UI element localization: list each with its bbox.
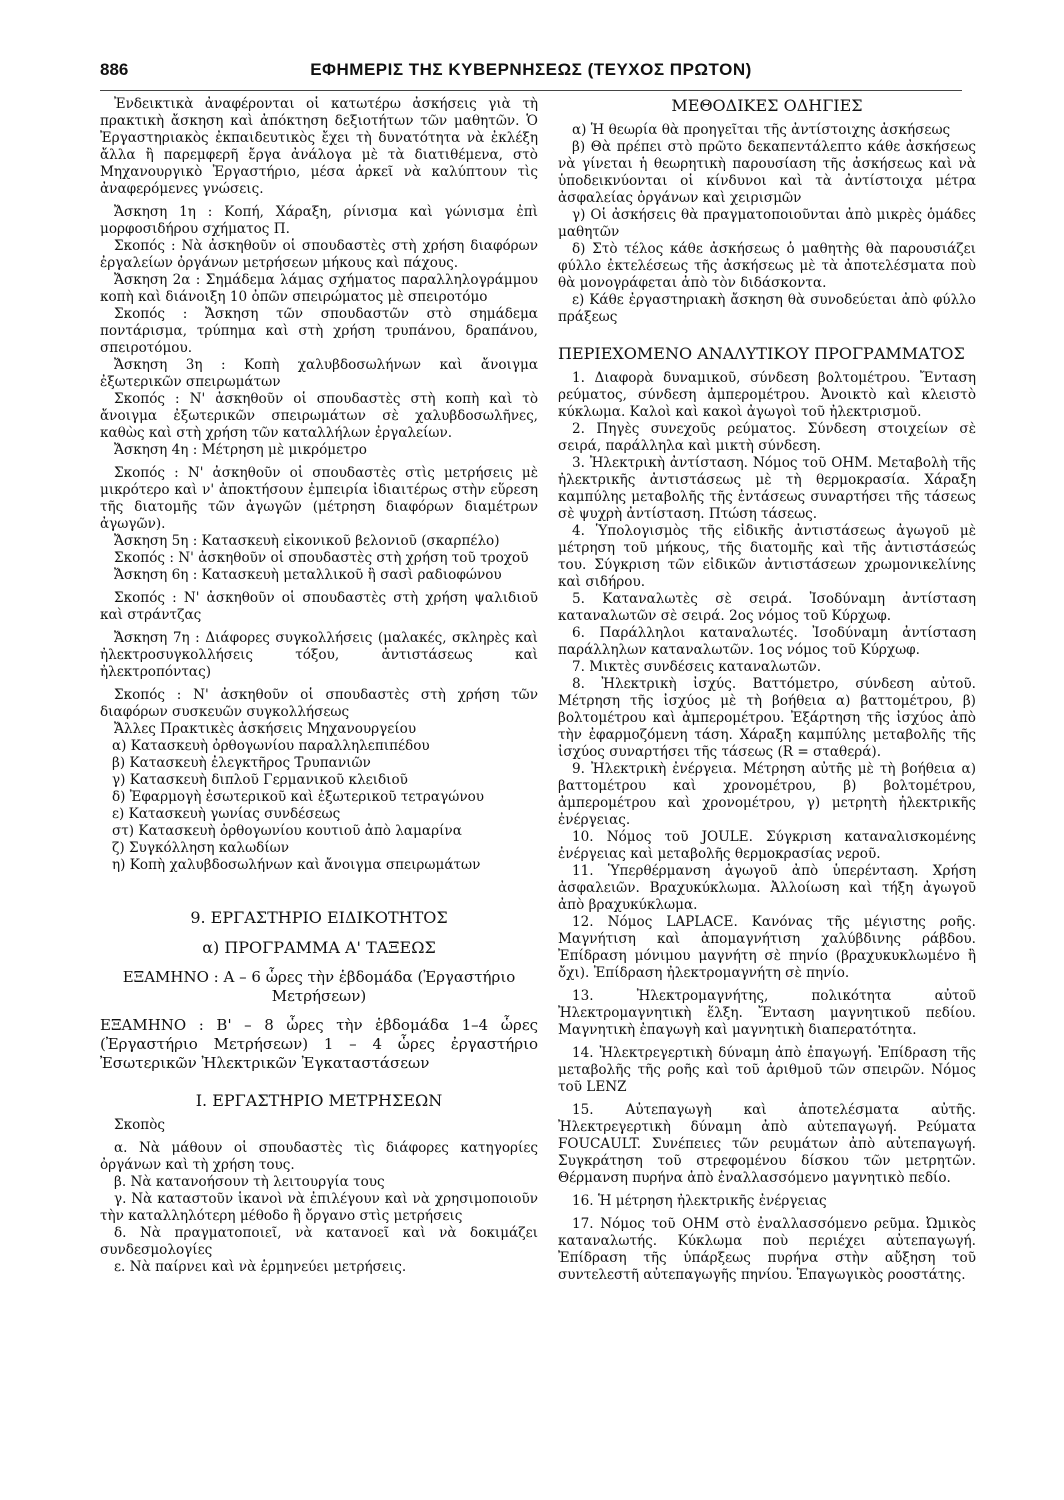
other-item-a: α) Κατασκευὴ ὀρθογωνίου παραλληλεπιπέδου <box>112 738 430 754</box>
page-header <box>100 54 962 91</box>
semester-b: ΕΞΑΜΗΝΟ : Β' – 8 ὧρες τὴν ἑβδομάδα 1–4 ὧρες (Ἐργαστήριο Μετρήσεων) 1 – 4 ὧρες ἐργαστήριο Ἐσωτερικῶν Ἠλεκτρικῶν Ἐγκαταστάσεων <box>100 1016 538 1072</box>
program-a-heading: α) ΠΡΟΓΡΑΜΜΑ Α' ΤΑΞΕΩΣ <box>202 938 436 957</box>
section-9-heading: 9. ΕΡΓΑΣΤΗΡΙΟ ΕΙΔΙΚΟΤΗΤΟΣ <box>190 908 448 927</box>
content-item-7: 7. Μικτὲς συνδέσεις καταναλωτῶν. <box>572 659 822 675</box>
method-c: γ) Οἱ ἀσκήσεις θὰ πραγματοποιοῦνται ἀπὸ μικρὲς ὁμάδες μαθητῶν <box>558 207 976 240</box>
exercise-7-aim: Σκοπός : Ν' ἀσκηθοῦν οἱ σπουδαστὲς στὴ χρήση τῶν διαφόρων συσκευῶν συγκολλήσεως <box>100 687 538 720</box>
other-item-z: ζ) Συγκόλληση καλωδίων <box>112 840 290 856</box>
exercise-5: Ἄσκηση 5η : Κατασκευὴ εἰκονικοῦ βελονιοῦ (σκαρπέλο) <box>114 533 500 549</box>
exercise-7: Ἄσκηση 7η : Διάφορες συγκολλήσεις (μαλακές, σκληρὲς καὶ ἠλεκτροσυγκολλήσεις τόξου, ἀντιστάσεως καὶ ἠλεκτροπόντας) <box>100 630 538 680</box>
other-exercises-title: Ἄλλες Πρακτικὲς ἀσκήσεις Μηχανουργείου <box>114 721 417 737</box>
left-column <box>100 96 538 1276</box>
other-item-c: γ) Κατασκευὴ διπλοῦ Γερμανικοῦ κλειδιοῦ <box>112 772 408 788</box>
content-item-17: 17. Νόμος τοῦ ΟΗΜ στὸ ἐναλλασσόμενο ρεῦμα. Ὠμικὸς καταναλωτής. Κύκλωμα ποὺ περιέχει αὐτεπαγωγή. Ἐπίδραση τῆς ὑπάρξεως πυρήνα στὴν αὔξηση τοῦ συντελεστῆ αὐτεπαγωγῆς πηνίου. Ἐπαγωγικὸς ροοστάτης. <box>558 1216 976 1283</box>
aim-b: β. Νὰ κατανοήσουν τὴ λειτουργία τους <box>114 1174 385 1190</box>
other-item-d: δ) Ἐφαρμογὴ ἐσωτερικοῦ καὶ ἐξωτερικοῦ τετραγώνου <box>112 789 485 805</box>
exercise-3: Ἄσκηση 3η : Κοπὴ χαλυβδοσωλήνων καὶ ἄνοιγμα ἐξωτερικῶν σπειρωμάτων <box>100 357 538 390</box>
method-e: ε) Κάθε ἐργαστηριακὴ ἄσκηση θὰ συνοδεύεται ἀπὸ φύλλο πράξεως <box>558 292 976 325</box>
aim-e: ε. Νὰ παίρνει καὶ νὰ ἑρμηνεύει μετρήσεις. <box>114 1259 407 1275</box>
content-heading: ΠΕΡΙΕΧΟΜΕΝΟ ΑΝΑΛΥΤΙΚΟΥ ΠΡΟΓΡΑΜΜΑΤΟΣ <box>558 344 965 363</box>
exercise-3-aim: Σκοπός : Ν' ἀσκηθοῦν οἱ σπουδαστὲς στὴ κοπὴ καὶ τὸ ἄνοιγμα ἐξωτερικῶν σπειρωμάτων σὲ χαλυβδοσωλῆνες, καθὼς καὶ στὴ χρήση τῶν καταλλήλων ἐργαλείων. <box>100 391 538 441</box>
exercise-5-aim: Σκοπός : Ν' ἀσκηθοῦν οἱ σπουδαστὲς στὴ χρήση τοῦ τροχοῦ <box>114 550 529 566</box>
exercise-2: Ἄσκηση 2α : Σημάδεμα λάμας σχήματος παραλληλογράμμου κοπὴ καὶ διάνοιξη 10 ὀπῶν σπειρώματος μὲ σπειροτόμο <box>100 272 538 305</box>
intro-paragraph: Ἐνδεικτικὰ ἀναφέρονται οἱ κατωτέρω ἀσκήσεις γιὰ τὴ πρακτικὴ ἄσκηση καὶ ἀπόκτηση δεξιοτήτων τῶν μαθητῶν. Ὁ Ἐργαστηριακὸς ἐκπαιδευτικὸς ἔχει τὴ δυνατότητα νὰ ἐκλέξη ἄλλα ἢ παρεμφερῆ ἔργα ἀνάλογα μὲ τὰ διατιθέμενα, στὸ Μηχανουργικὸ Ἐργαστήριο, μέσα ἀρκεῖ νὰ καλύπτουν τὶς ἀναφερόμενες γνώσεις. <box>100 96 538 197</box>
content-item-12: 12. Νόμος LAPLACE. Κανόνας τῆς μέγιστης ροῆς. Μαγνήτιση καὶ ἀπομαγνήτιση χαλύβδινης ράβδου. Ἐπίδραση μόνιμου μαγνήτη σὲ πηνίο (βραχυκυκλωμένο ἢ ὄχι). Ἐπίδραση ἠλεκτρομαγνήτη σὲ πηνίο. <box>558 914 976 981</box>
content-item-16: 16. Ἡ μέτρηση ἠλεκτρικῆς ἐνέργειας <box>572 1193 827 1209</box>
content-item-10: 10. Νόμος τοῦ JOULE. Σύγκριση καταναλισκομένης ἐνέργειας καὶ μεταβολῆς θερμοκρασίας νεροῦ. <box>558 829 976 862</box>
exercise-6-aim: Σκοπός : Ν' ἀσκηθοῦν οἱ σπουδαστὲς στὴ χρήση ψαλιδιοῦ καὶ στράντζας <box>100 590 538 623</box>
content-item-5: 5. Καταναλωτὲς σὲ σειρά. Ἰσοδύναμη ἀντίσταση καταναλωτῶν σὲ σειρά. 2ος νόμος τοῦ Κύρχωφ. <box>558 591 976 624</box>
content-item-15: 15. Αὐτεπαγωγὴ καὶ ἀποτελέσματα αὐτῆς. Ἠλεκτρεγερτικὴ δύναμη ἀπὸ αὐτεπαγωγή. Ρεύματα FOUCAULT. Συνέπειες τῶν ρευμάτων ἀπὸ αὐτεπαγωγή. Συγκράτηση τοῦ στρεφομένου δίσκου τῶν μετρητῶν. Θέρμανση πυρήνα ἀπὸ ἐναλλασσόμενο μαγνητικὸ πεδίο. <box>558 1102 976 1186</box>
exercise-4: Ἄσκηση 4η : Μέτρηση μὲ μικρόμετρο <box>114 442 367 458</box>
method-b: β) Θὰ πρέπει στὸ πρῶτο δεκαπεντάλεπτο κάθε ἀσκήσεως νὰ γίνεται ἡ θεωρητικὴ παρουσίαση τῆς ἀσκήσεως καὶ νὰ ὑποδεικνύονται οἱ κίνδυνοι καὶ τὰ ἀντίστοιχα μέτρα ἀσφαλείας ὀργάνων καὶ χειρισμῶν <box>558 139 976 206</box>
content-item-9: 9. Ἠλεκτρικὴ ἐνέργεια. Μέτρηση αὐτῆς μὲ τὴ βοήθεια α) βαττομέτρου καὶ χρονομέτρου, β) βολτομέτρου, ἀμπερομέτρου καὶ χρονομέτρου, γ) μετρητὴ ἠλεκτρικῆς ἐνέργειας. <box>558 761 976 828</box>
right-column <box>558 96 976 1284</box>
other-item-st: στ) Κατασκευὴ ὀρθογωνίου κουτιοῦ ἀπὸ λαμαρίνα <box>112 823 462 839</box>
other-item-b: β) Κατασκευὴ ἐλεγκτῆρος Τρυπανιῶν <box>112 755 371 771</box>
content-item-6: 6. Παράλληλοι καταναλωτές. Ἰσοδύναμη ἀντίσταση παράλληλων καταναλωτῶν. 1ος νόμος τοῦ Κύρχωφ. <box>558 625 976 658</box>
exercise-1: Ἄσκηση 1η : Κοπή, Χάραξη, ρίνισμα καὶ γώνισμα ἐπὶ μορφοσιδήρου σχήματος Π. <box>100 204 538 237</box>
other-item-e: ε) Κατασκευὴ γωνίας συνδέσεως <box>112 806 341 822</box>
content-item-11: 11. Ὑπερθέρμανση ἀγωγοῦ ἀπὸ ὑπερένταση. Χρήση ἀσφαλειῶν. Βραχυκύκλωμα. Ἀλλοίωση καὶ τήξη ἀγωγοῦ ἀπὸ βραχυκύκλωμα. <box>558 863 976 913</box>
page-number: 886 <box>100 60 129 79</box>
other-item-h: η) Κοπὴ χαλυβδοσωλήνων καὶ ἄνοιγμα σπειρωμάτων <box>112 857 481 873</box>
aim-a: α. Νὰ μάθουν οἱ σπουδαστὲς τὶς διάφορες κατηγορίες ὀργάνων καὶ τὴ χρήση τους. <box>100 1140 538 1173</box>
exercise-1-aim: Σκοπός : Νὰ ἀσκηθοῦν οἱ σπουδαστὲς στὴ χρήση διαφόρων ἐργαλείων ὀργάνων μετρήσεων μήκους καὶ πάχους. <box>100 238 538 271</box>
gazette-title: ΕΦΗΜΕΡΙΣ ΤΗΣ ΚΥΒΕΡΝΗΣΕΩΣ (ΤΕΥΧΟΣ ΠΡΩΤΟΝ) <box>310 60 752 79</box>
method-a: α) Ἡ θεωρία θὰ προηγεῖται τῆς ἀντίστοιχης ἀσκήσεως <box>572 122 951 138</box>
exercise-4-aim: Σκοπός : Ν' ἀσκηθοῦν οἱ σπουδαστὲς στὶς μετρήσεις μὲ μικρότερο καὶ ν' ἀποκτήσουν ἐμπειρία ἰδιαιτέρως στὴν εὕρεση τῆς διατομῆς τῶν ἀγωγῶν (μέτρηση διαφόρων διαμέτρων ἀγωγῶν). <box>100 465 538 532</box>
content-item-8: 8. Ἠλεκτρικὴ ἰσχύς. Βαττόμετρο, σύνδεση αὐτοῦ. Μέτρηση τῆς ἰσχύος μὲ τὴ βοήθεια α) βαττομέτρου, β) βολτομέτρου καὶ ἀμπερομέτρου. Ἐξάρτηση τῆς ἰσχύος ἀπὸ τὴν ἐφαρμοζόμενη τάση. Χάραξη καμπύλης μεταβολῆς τῆς ἰσχύος συναρτήσει τῆς τάσεως (R = σταθερά). <box>558 676 976 760</box>
lab-heading: Ι. ΕΡΓΑΣΤΗΡΙΟ ΜΕΤΡΗΣΕΩΝ <box>195 1091 443 1110</box>
semester-a: ΕΞΑΜΗΝΟ : Α – 6 ὧρες τὴν ἑβδομάδα (Ἐργαστήριο Μετρήσεων) <box>122 968 516 1005</box>
content-item-4: 4. Ὑπολογισμὸς τῆς εἰδικῆς ἀντιστάσεως ἀγωγοῦ μὲ μέτρηση τοῦ μήκους, τῆς διατομῆς καὶ τῆς ἀντιστάσεώς του. Σύγκριση τῶν εἰδικῶν ἀντιστάσεων χρωμονικελίνης καὶ σιδήρου. <box>558 523 976 590</box>
method-heading: ΜΕΘΟΔΙΚΕΣ ΟΔΗΓΙΕΣ <box>671 96 863 115</box>
aim-d: δ. Νὰ πραγματοποιεῖ, νὰ κατανοεῖ καὶ νὰ δοκιμάζει συνδεσμολογίες <box>100 1225 538 1258</box>
exercise-6: Ἄσκηση 6η : Κατασκευὴ μεταλλικοῦ ἢ σασὶ ραδιοφώνου <box>114 567 502 583</box>
content-item-14: 14. Ἠλεκτρεγερτικὴ δύναμη ἀπὸ ἐπαγωγή. Ἐπίδραση τῆς μεταβολῆς τῆς ροῆς καὶ τοῦ ἀριθμοῦ τῶν σπειρῶν. Νόμος τοῦ LENZ <box>558 1045 976 1095</box>
content-item-13: 13. Ἠλεκτρομαγνήτης, πολικότητα αὐτοῦ Ἠλεκτρομαγνητικὴ ἕλξη. Ἔνταση μαγνητικοῦ πεδίου. Μαγνητικὴ ἐπαγωγὴ καὶ μαγνητικὴ διαπερατότητα. <box>558 988 976 1038</box>
exercise-2-aim: Σκοπός : Ἄσκηση τῶν σπουδαστῶν στὸ σημάδεμα ποντάρισμα, τρύπημα καὶ στὴ χρήση τρυπάνου, δραπάνου, σπειροτόμου. <box>100 306 538 356</box>
content-item-2: 2. Πηγὲς συνεχοῦς ρεύματος. Σύνδεση στοιχείων σὲ σειρά, παράλληλα καὶ μικτὴ σύνδεση. <box>558 421 976 454</box>
content-item-1: 1. Διαφορὰ δυναμικοῦ, σύνδεση βολτομέτρου. Ἔνταση ρεύματος, σύνδεση ἀμπερομέτρου. Ἀνοικτὸ καὶ κλειστὸ κύκλωμα. Καλοὶ καὶ κακοὶ ἀγωγοὶ τοῦ ἠλεκτρισμοῦ. <box>558 370 976 420</box>
content-item-3: 3. Ἠλεκτρικὴ ἀντίσταση. Νόμος τοῦ ΟΗΜ. Μεταβολὴ τῆς ἠλεκτρικῆς ἀντιστάσεως μὲ τὴ θερμοκρασία. Χάραξη καμπύλης μεταβολῆς τῆς ἐντάσεως συναρτήσει τῆς τάσεως σὲ ψυχρὴ ἀντίσταση. Πτώση τάσεως. <box>558 455 976 522</box>
aim-label: Σκοπὸς <box>114 1117 166 1133</box>
aim-c: γ. Νὰ καταστοῦν ἱκανοὶ νὰ ἐπιλέγουν καὶ νὰ χρησιμοποιοῦν τὴν καταλληλότερη μέθοδο ἢ ὄργανο στὶς μετρήσεις <box>100 1191 538 1224</box>
method-d: δ) Στὸ τέλος κάθε ἀσκήσεως ὁ μαθητὴς θὰ παρουσιάζει φύλλο ἐκτελέσεως τῆς ἀσκήσεως μὲ τὰ ἀποτελέσματα ποὺ θὰ μονογράφεται ἀπὸ τὸν διδάσκοντα. <box>558 241 976 291</box>
